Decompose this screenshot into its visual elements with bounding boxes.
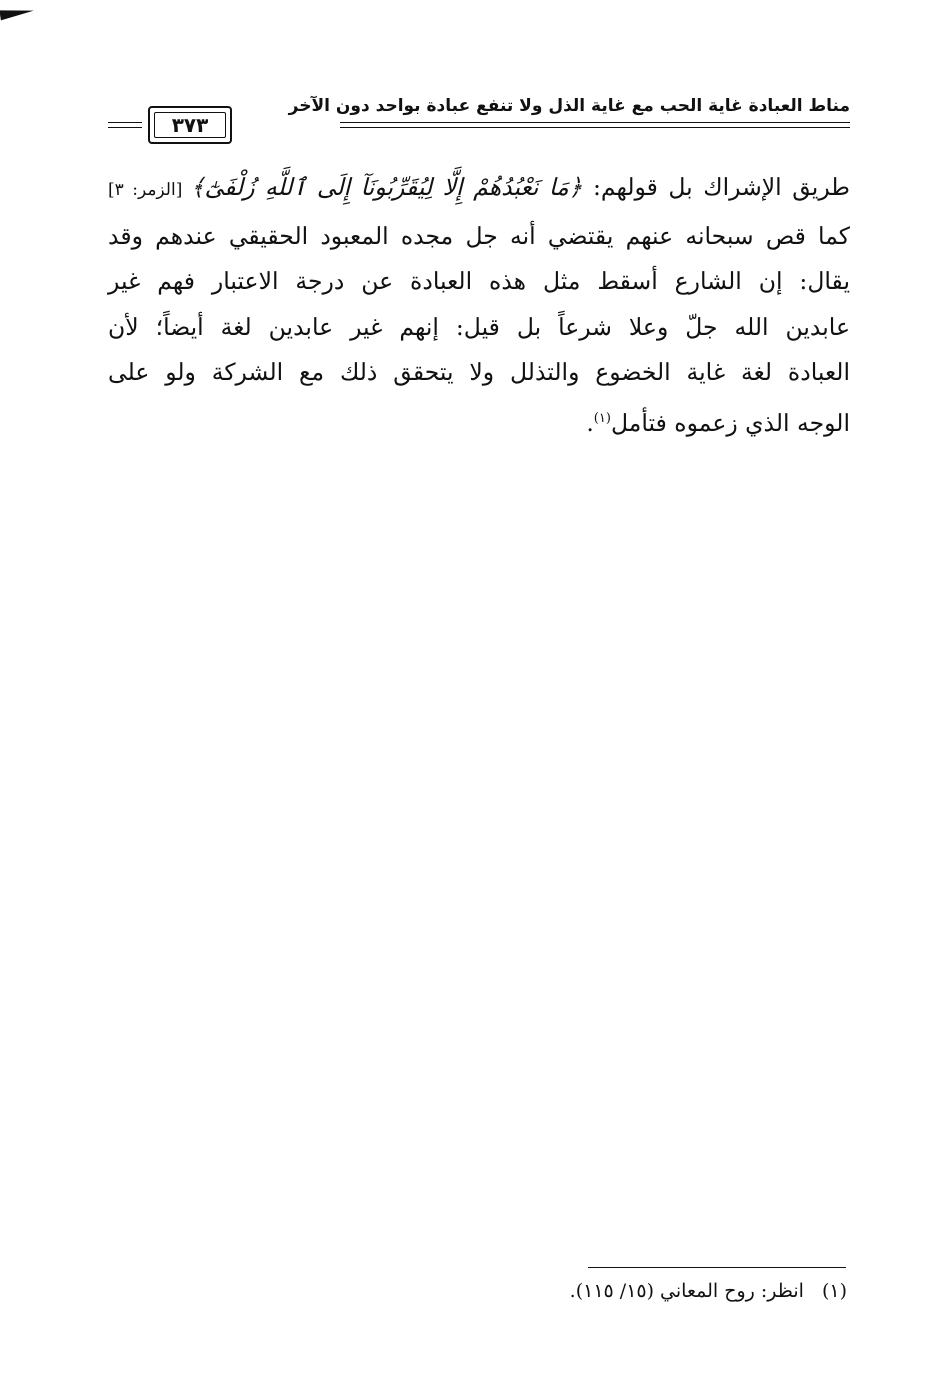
- text-line-6-body: الوجه الذي زعموه فتأمل: [610, 408, 850, 437]
- footnote-number: (١): [821, 1280, 847, 1302]
- page-header: [108, 92, 850, 154]
- quran-quote: ﴿مَا نَعْبُدُهُمْ إِلَّا لِيُقَرِّبُونَآ إِلَى ٱللَّهِ زُلْفَىٰٓ﴾: [190, 173, 583, 201]
- running-title: مناط العبادة غاية الحب مع غاية الذل ولا تنفع عبادة بواحد دون الآخر: [288, 96, 850, 116]
- footnote: [570, 1280, 847, 1302]
- text-line-2: كما قص سبحانه عنهم يقتضي أنه جل مجده المعبود الحقيقي عندهم وقد: [108, 221, 850, 250]
- text-line-5: العبادة لغة غاية الخضوع والتذلل ولا يتحقق ذلك مع الشركة ولو على: [108, 358, 850, 386]
- corner-scan-mark: [0, 6, 35, 21]
- main-text: [108, 165, 850, 446]
- page-number: ٣٧٣: [171, 113, 209, 137]
- text-line-4: عابدين الله جلّ وعلا شرعاً بل قيل: إنهم غير عابدين لغة أيضاً؛ لأن: [108, 312, 850, 341]
- header-rule-left: [108, 122, 142, 128]
- text-line-1-start: طريق الإشراك بل قولهم:: [582, 173, 851, 201]
- text-line-6: [108, 396, 850, 446]
- text-line-6-end: .: [586, 408, 594, 437]
- footnote-separator: [588, 1267, 846, 1268]
- header-rule-right: [340, 122, 850, 128]
- quran-reference: [الزمر: ٣]: [108, 180, 191, 200]
- footnote-text: انظر: روح المعاني (١٥/ ١١٥).: [569, 1280, 804, 1302]
- text-line-3: يقال: إن الشارع أسقط مثل هذه العبادة عن درجة الاعتبار فهم غير: [108, 267, 850, 295]
- text-line-1: [108, 165, 850, 214]
- page-number-box: [148, 106, 232, 144]
- footnote-marker[interactable]: (١): [593, 410, 611, 426]
